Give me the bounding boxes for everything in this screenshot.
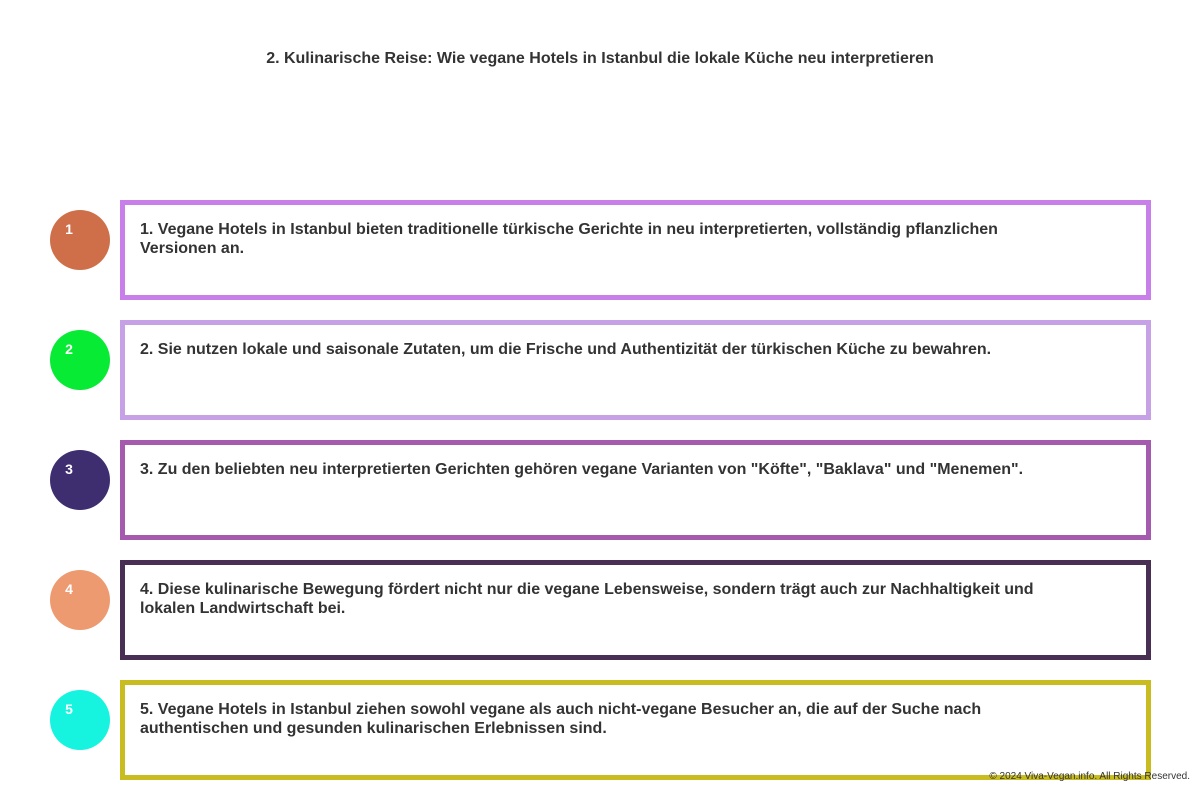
step-item-3 (0, 440, 1200, 540)
step-number: 3 (65, 461, 73, 477)
step-item-1 (0, 200, 1200, 300)
step-box (120, 680, 1151, 780)
step-box (120, 560, 1151, 660)
step-box (120, 200, 1151, 300)
step-number: 5 (65, 701, 73, 717)
step-box (120, 320, 1151, 420)
step-circle (50, 570, 110, 630)
step-text: 5. Vegane Hotels in Istanbul ziehen sowohl vegane als auch nicht-vegane Besucher an, die auf der Suche nach authentischen und gesunden kulinarischen Erlebnissen sind. (140, 701, 982, 737)
copyright-footer: © 2024 Viva-Vegan.info. All Rights Reserved. (989, 771, 1190, 782)
step-number: 2 (65, 341, 73, 357)
step-circle (50, 690, 110, 750)
step-circle (50, 210, 110, 270)
step-box (120, 440, 1151, 540)
step-text: 4. Diese kulinarische Bewegung fördert nicht nur die vegane Lebensweise, sondern trägt auch zur Nachhaltigkeit und lokalen Landwirtschaft bei. (140, 581, 1034, 617)
step-item-5 (0, 680, 1200, 780)
step-text: 2. Sie nutzen lokale und saisonale Zutaten, um die Frische und Authentizität der türkischen Küche zu bewahren. (140, 341, 992, 358)
step-item-2 (0, 320, 1200, 420)
step-text: 3. Zu den beliebten neu interpretierten Gerichten gehören vegane Varianten von "Köfte", "Baklava" und "Menemen". (140, 461, 1024, 478)
page-title: 2. Kulinarische Reise: Wie vegane Hotels in Istanbul die lokale Küche neu interpretieren (266, 50, 934, 67)
step-circle (50, 450, 110, 510)
step-text: 1. Vegane Hotels in Istanbul bieten traditionelle türkische Gerichte in neu interpretierten, vollständig pflanzlichen Versionen an. (140, 221, 998, 257)
step-circle (50, 330, 110, 390)
step-number: 1 (65, 221, 73, 237)
step-number: 4 (65, 581, 73, 597)
step-item-4 (0, 560, 1200, 660)
